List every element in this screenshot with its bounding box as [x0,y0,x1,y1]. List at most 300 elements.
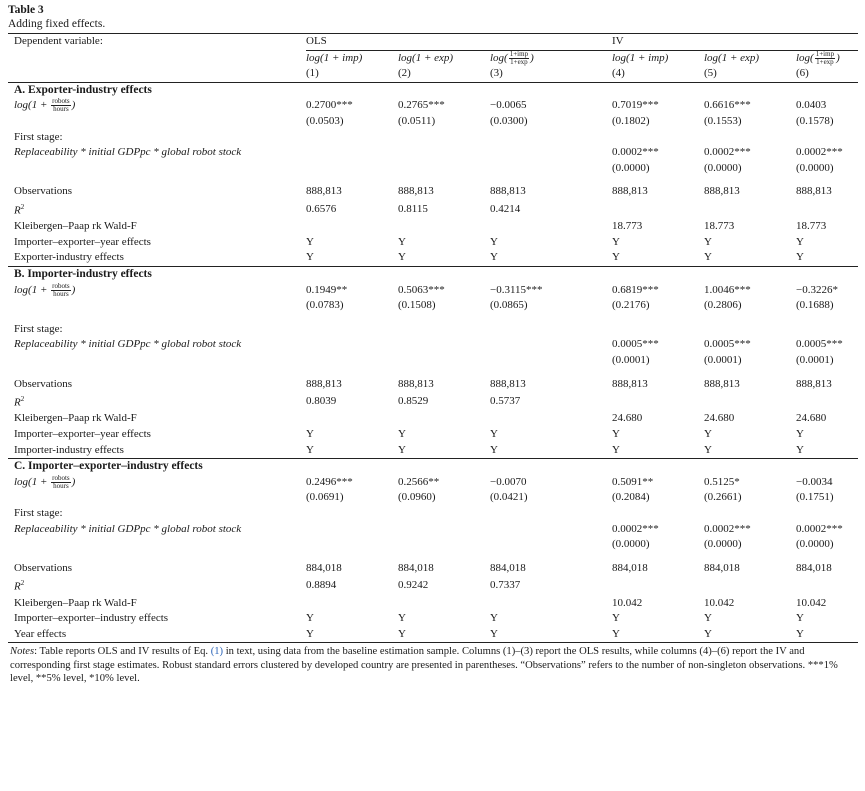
statistic-value-cell: Y [796,428,804,441]
statistic-value-cell: 0.7337 [490,579,521,592]
statistic-value-cell: Y [704,428,712,441]
statistics-row [8,576,858,595]
first-stage-se-cell [306,353,398,369]
statistic-label [8,392,306,411]
spacer [8,369,858,377]
ratio-fraction-denominator: 1+exp [510,57,528,66]
statistic-value-cell [796,576,858,595]
statistics-row [8,235,858,251]
first-stage-se-row [8,353,858,369]
ratio-fraction [509,51,529,66]
dependent-variable-label: Dependent variable: [14,35,103,48]
panel-title: B. Importer-industry effects [14,268,152,281]
column-variable-3 [490,50,612,66]
first-stage-coefficient-cell: 0.0005*** [612,338,659,351]
ols-header: OLS [306,35,327,47]
statistic-value-cell: 888,813 [398,377,434,390]
statistics-row [8,443,858,459]
header-row-methods [8,34,858,50]
statistic-value-cell [306,596,398,612]
statistic-value-cell: Y [704,443,796,459]
instrument-label: Replaceability * initial GDPpc * global robot stock [14,338,242,351]
coefficient-cell: 0.0403 [796,99,827,112]
first-stage-coefficient-cell [490,145,612,161]
equation-link[interactable]: (1) [210,646,224,658]
first-stage-coefficient-cell: 0.0002*** [612,522,659,535]
statistics-row [8,219,858,235]
header-blank [796,34,858,50]
statistic-label [8,200,306,219]
first-stage-se-cell: (0.0001) [612,354,650,367]
spacer [8,176,858,184]
spacer [8,314,858,322]
first-stage-se-cell: (0.0001) [796,354,834,367]
statistics-row [8,596,858,612]
first-stage-se-cell [306,537,398,553]
instrument-row [8,337,858,353]
statistic-value-cell: Y [704,235,712,248]
statistic-value-cell [796,392,858,411]
statistic-value-cell: 18.773 [796,220,827,233]
statistic-label-text: Year effects [14,627,67,640]
panel-title-row [8,82,858,98]
statistic-value-cell: 10.042 [612,596,643,609]
standard-error-cell: (0.0511) [398,115,436,128]
row-blank [8,161,306,177]
header-blank [704,34,796,50]
first-stage-se-cell [306,161,398,177]
row-blank [8,114,306,130]
statistic-value-cell: 0.6576 [306,202,337,215]
ratio-fraction [815,51,835,66]
column-number-4: (4) [612,66,704,82]
standard-error-cell: (0.1802) [612,115,650,128]
standard-error-cell: (0.1688) [796,299,834,312]
header-blank [398,34,490,50]
first-stage-row [8,506,858,522]
regressor-suffix: ) [71,475,76,488]
statistic-value-cell: Y [612,443,704,459]
ratio-fraction-numerator: 1+imp [815,49,835,58]
statistic-value-cell [612,576,704,595]
statistic-value-cell: Y [398,235,406,248]
instrument-label: Replaceability * initial GDPpc * global robot stock [14,146,242,159]
robots-fraction [51,283,71,298]
statistic-value-cell [306,219,398,235]
instrument-row [8,522,858,538]
statistic-value-cell: 884,018 [796,561,832,574]
results-table [8,34,858,642]
first-stage-coefficient-cell: 0.0002*** [704,522,751,535]
statistic-value-cell [490,411,612,427]
instrument-label: Replaceability * initial GDPpc * global robot stock [14,522,242,535]
statistic-label-superscript: 2 [20,203,25,211]
statistic-label [8,443,306,459]
statistic-value-cell: 888,813 [612,377,648,390]
header-blank [8,66,306,82]
statistic-value-cell: 24.680 [612,412,643,425]
statistic-value-cell [490,596,612,612]
standard-error-cell: (0.0503) [306,115,344,128]
column-number-5: (5) [704,66,796,82]
spacer-row [8,369,858,377]
column-variable-text: log( [490,51,508,64]
statistic-label [8,235,306,251]
first-stage-se-cell [398,537,490,553]
standard-error-cell: (0.2176) [612,299,650,312]
standard-error-row [8,298,858,314]
statistic-value-cell: Y [490,627,498,640]
statistic-label-text: R [14,204,21,217]
first-stage-se-cell: (0.0000) [704,161,742,174]
robots-fraction [51,475,71,490]
coefficient-cell: 0.6616*** [704,99,751,112]
statistics-row [8,561,858,577]
statistic-label-text: R [14,396,21,409]
statistic-label-text: Importer–exporter–industry effects [14,612,169,625]
standard-error-cell: (0.1508) [398,299,436,312]
statistic-value-cell [398,219,490,235]
first-stage-se-cell [490,161,612,177]
first-stage-se-cell [490,537,612,553]
statistic-value-cell: Y [306,235,314,248]
statistic-value-cell: Y [490,250,612,266]
first-stage-se-cell [398,161,490,177]
standard-error-cell: (0.0691) [306,491,344,504]
column-number-6: (6) [796,66,858,82]
statistic-label-text: Observations [14,185,73,198]
statistic-value-cell: 888,813 [612,185,648,198]
standard-error-cell: (0.0865) [490,299,528,312]
column-number-1: (1) [306,66,398,82]
first-stage-coefficient-cell: 0.0005*** [796,338,843,351]
header-blank [8,50,306,66]
first-stage-se-cell: (0.0001) [704,354,742,367]
coefficient-cell: −0.0070 [490,475,527,488]
statistic-value-cell: Y [398,443,490,459]
header-row-variables [8,50,858,66]
first-stage-coefficient-cell [306,145,398,161]
statistic-label-text: Exporter-industry effects [14,251,124,264]
statistic-value-cell: 884,018 [704,561,740,574]
coefficient-cell: 1.0046*** [704,283,751,296]
statistic-label [8,611,306,627]
statistic-label-text: Observations [14,377,73,390]
iv-header: IV [612,35,624,47]
coefficient-cell: −0.3226* [796,283,838,296]
statistic-value-cell: Y [612,250,704,266]
first-stage-label: First stage: [14,130,63,143]
table-root [8,3,858,686]
robots-fraction [51,98,71,113]
robots-fraction-numerator: robots [52,473,70,482]
statistic-value-cell: Y [490,443,612,459]
statistic-label [8,427,306,443]
statistic-value-cell: Y [796,443,858,459]
standard-error-cell: (0.0300) [490,115,528,128]
statistic-label-text: Kleibergen–Paap rk Wald-F [14,596,137,609]
statistic-label [8,184,306,200]
robots-coefficient-row [8,98,858,114]
column-variable-2 [398,50,490,66]
statistics-row [8,377,858,393]
standard-error-cell: (0.0421) [490,491,528,504]
first-stage-row [8,130,858,146]
statistic-value-cell: 888,813 [796,377,832,390]
statistic-value-cell: Y [306,612,314,625]
close-paren: ) [530,51,534,64]
statistic-value-cell [704,392,796,411]
statistic-value-cell [796,200,858,219]
statistic-label [8,377,306,393]
first-stage-coefficient-cell [398,522,490,538]
statistics-row [8,392,858,411]
robots-coefficient-row [8,475,858,491]
robots-regressor-label [8,98,306,114]
first-stage-coefficient-cell [306,337,398,353]
row-blank [8,298,306,314]
column-variable-5 [704,50,796,66]
first-stage-coefficient-cell: 0.0002*** [796,522,843,535]
statistic-label-text: Importer-industry effects [14,443,124,456]
instrument-row [8,145,858,161]
standard-error-cell: (0.0960) [398,491,436,504]
regressor-prefix: log(1 + [14,99,51,112]
statistic-value-cell [612,392,704,411]
statistics-row [8,250,858,266]
statistic-value-cell: 884,018 [306,561,342,574]
statistic-value-cell: Y [398,250,490,266]
statistic-label [8,576,306,595]
standard-error-cell: (0.2661) [704,491,742,504]
statistic-label [8,627,306,643]
regressor-suffix: ) [71,99,76,112]
statistics-row [8,411,858,427]
statistic-value-cell: 10.042 [704,596,735,609]
statistic-value-cell: 0.9242 [398,579,429,592]
statistic-label-text: Importer–exporter–year effects [14,235,151,248]
statistic-value-cell [490,219,612,235]
standard-error-cell: (0.1578) [796,115,834,128]
header-blank [490,34,612,50]
statistic-value-cell: 884,018 [398,561,434,574]
robots-fraction-numerator: robots [52,97,70,106]
coefficient-cell: 0.5091** [612,475,654,488]
first-stage-se-row [8,161,858,177]
first-stage-coefficient-cell [398,337,490,353]
first-stage-coefficient-cell [490,522,612,538]
coefficient-cell: 0.2496*** [306,475,353,488]
statistic-value-cell: 24.680 [796,412,827,425]
standard-error-row [8,114,858,130]
statistic-label [8,596,306,612]
statistic-label-text: Kleibergen–Paap rk Wald-F [14,412,137,425]
robots-regressor-label [8,283,306,299]
first-stage-se-cell: (0.0000) [612,538,650,551]
statistic-value-cell: Y [704,250,796,266]
column-variable-text: log(1 + exp) [704,51,760,64]
table-label: Table 3 [8,4,44,16]
statistic-value-cell: 884,018 [490,561,526,574]
statistic-label-superscript: 2 [20,395,25,404]
robots-coefficient-row [8,283,858,299]
coefficient-cell: 0.6819*** [612,283,659,296]
statistic-label-text: R [14,581,21,594]
spacer-row [8,553,858,561]
statistic-value-cell [704,200,796,219]
first-stage-se-cell [398,353,490,369]
statistics-row [8,427,858,443]
row-blank [8,537,306,553]
robots-fraction-denominator: hours [53,105,69,114]
statistic-value-cell: Y [306,428,314,441]
regressor-prefix: log(1 + [14,283,51,296]
statistic-value-cell: 888,813 [704,185,740,198]
statistic-value-cell: 0.8529 [398,395,429,408]
statistic-value-cell: 18.773 [704,220,735,233]
column-variable-text: log(1 + imp) [612,51,669,64]
statistic-value-cell: Y [490,235,498,248]
statistics-row [8,611,858,627]
statistic-label [8,219,306,235]
coefficient-cell: −0.0034 [796,475,833,488]
statistic-value-cell: 888,813 [306,185,342,198]
coefficient-cell: 0.5125* [704,475,740,488]
first-stage-coefficient-cell [490,337,612,353]
first-stage-coefficient-cell: 0.0002*** [612,146,659,159]
first-stage-label: First stage: [14,322,63,335]
column-variable-text: log(1 + exp) [398,51,454,64]
statistic-value-cell: Y [796,235,804,248]
statistics-row [8,627,858,643]
coefficient-cell: −0.0065 [490,99,527,112]
statistic-value-cell [704,576,796,595]
panel-title-row [8,459,858,475]
statistic-value-cell: Y [704,627,712,640]
first-stage-coefficient-cell: 0.0005*** [704,338,751,351]
statistic-value-cell: 0.5737 [490,395,521,408]
statistic-value-cell: 24.680 [704,412,735,425]
statistic-label [8,250,306,266]
statistic-value-cell: 10.042 [796,596,827,609]
statistic-value-cell: Y [704,612,712,625]
statistic-value-cell: Y [398,428,406,441]
statistic-label [8,411,306,427]
statistic-label-text: Observations [14,561,73,574]
first-stage-se-cell: (0.0000) [704,538,742,551]
statistic-value-cell: 888,813 [306,377,342,390]
statistic-value-cell: 0.4214 [490,202,521,215]
statistic-label-text: Importer–exporter–year effects [14,428,151,441]
row-blank [8,490,306,506]
statistic-value-cell [306,411,398,427]
statistic-label-text: Kleibergen–Paap rk Wald-F [14,220,137,233]
robots-fraction-denominator: hours [53,289,69,298]
statistic-value-cell: 888,813 [490,185,526,198]
close-paren: ) [836,51,840,64]
first-stage-coefficient-cell [306,522,398,538]
statistic-value-cell: Y [306,443,398,459]
statistic-value-cell: 0.8894 [306,579,337,592]
coefficient-cell: 0.5063*** [398,283,445,296]
statistic-value-cell: Y [612,235,620,248]
statistic-value-cell: 888,813 [490,377,526,390]
standard-error-cell: (0.1553) [704,115,742,128]
statistic-value-cell: Y [612,627,620,640]
standard-error-cell: (0.2806) [704,299,742,312]
notes-text-before: : Table reports OLS and IV results of Eq. [34,646,211,658]
first-stage-coefficient-cell: 0.0002*** [796,146,843,159]
spacer-row [8,176,858,184]
statistic-value-cell: Y [306,627,314,640]
coefficient-cell: 0.2765*** [398,99,445,112]
statistic-label [8,561,306,577]
statistic-value-cell [398,411,490,427]
statistic-value-cell: Y [612,612,620,625]
first-stage-se-cell: (0.0000) [796,538,834,551]
first-stage-se-cell [490,353,612,369]
first-stage-se-cell: (0.0000) [796,161,834,174]
statistic-value-cell: Y [490,612,498,625]
column-number-2: (2) [398,66,490,82]
statistic-value-cell: Y [796,250,858,266]
statistics-row [8,200,858,219]
ratio-fraction-numerator: 1+imp [509,49,529,58]
statistic-value-cell: Y [796,612,804,625]
robots-fraction-denominator: hours [53,481,69,490]
bottom-rule [8,642,858,643]
column-variable-4 [612,50,704,66]
statistic-value-cell: 888,813 [398,185,434,198]
statistic-value-cell [612,200,704,219]
table-notes [8,645,858,685]
column-variable-text: log(1 + imp) [306,51,363,64]
robots-regressor-label [8,475,306,491]
panel-title: A. Exporter-industry effects [14,83,152,96]
coefficient-cell: 0.2566** [398,475,440,488]
statistic-value-cell: 18.773 [612,220,643,233]
column-variable-text: log( [796,51,814,64]
statistic-value-cell: Y [306,250,398,266]
standard-error-cell: (0.0783) [306,299,344,312]
statistic-value-cell: 888,813 [796,185,832,198]
header-row-numbers [8,66,858,82]
statistic-value-cell: 0.8039 [306,395,337,408]
first-stage-coefficient-cell: 0.0002*** [704,146,751,159]
ratio-fraction-denominator: 1+exp [816,57,834,66]
statistic-value-cell: 884,018 [612,561,648,574]
regressor-suffix: ) [71,283,76,296]
statistic-value-cell: Y [796,627,804,640]
coefficient-cell: 0.1949** [306,283,348,296]
statistic-value-cell: Y [490,428,498,441]
regressor-prefix: log(1 + [14,475,51,488]
statistic-value-cell: Y [398,612,406,625]
standard-error-row [8,490,858,506]
first-stage-se-cell: (0.0000) [612,161,650,174]
standard-error-cell: (0.2084) [612,491,650,504]
statistic-value-cell: Y [612,428,620,441]
notes-text-after: in text, using data from the baseline estimation sample. Columns (1)–(3) report the OLS results, while columns (4)–(6) report the IV and corresponding first stage estimates. Robust standard errors clustered by developed country are presented in parentheses. “Observations” refers to the number of non-singleton observations. ***1% level, **5% level, *10% level. [10,646,838,685]
column-variable-1 [306,50,398,66]
spacer-row [8,314,858,322]
statistics-row [8,184,858,200]
coefficient-cell: 0.7019*** [612,99,659,112]
standard-error-cell: (0.1751) [796,491,834,504]
statistic-value-cell: 0.8115 [398,202,428,215]
statistic-value-cell: 888,813 [704,377,740,390]
column-number-3: (3) [490,66,612,82]
